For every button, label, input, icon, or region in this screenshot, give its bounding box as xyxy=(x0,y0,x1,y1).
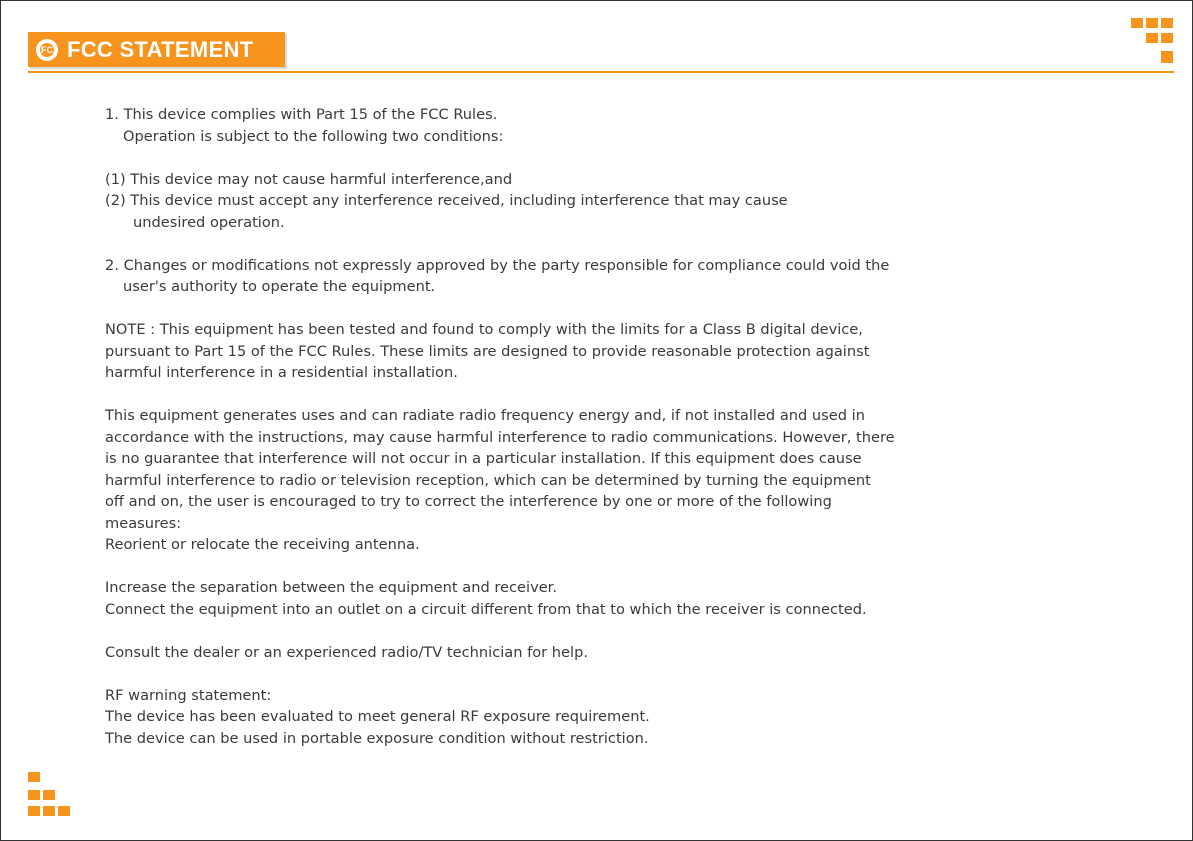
fcc-statement-body xyxy=(105,104,925,749)
statement-line: 1. This device complies with Part 15 of the FCC Rules. xyxy=(105,106,498,123)
statement-line: (1) This device may not cause harmful interference,and xyxy=(105,170,513,188)
paragraph-line: This equipment generates uses and can radiate radio frequency energy and, if not installed and used in xyxy=(105,407,865,424)
fcc-logo-icon: FC xyxy=(36,39,58,61)
statement-line: (2) This device must accept any interference received, including interference that may cause xyxy=(105,192,788,209)
statement-line: Operation is subject to the following two conditions: xyxy=(123,127,504,145)
title-divider xyxy=(28,71,1174,73)
statement-line: 2. Changes or modifications not expressly approved by the party responsible for compliance could void the xyxy=(105,256,890,274)
note-line: harmful interference in a residential installation. xyxy=(105,364,458,381)
rf-warning-line: The device has been evaluated to meet general RF exposure requirement. xyxy=(105,708,650,725)
measure-line: Increase the separation between the equipment and receiver. xyxy=(105,579,557,596)
measure-line: Consult the dealer or an experienced radio/TV technician for help. xyxy=(105,643,588,661)
paragraph-line: accordance with the instructions, may cause harmful interference to radio communications. However, there xyxy=(105,428,895,446)
paragraph-line: off and on, the user is encouraged to try to correct the interference by one or more of the following xyxy=(105,493,832,510)
measure-line: Reorient or relocate the receiving antenna. xyxy=(105,536,420,553)
measure-line: Connect the equipment into an outlet on a circuit different from that to which the receiver is connected. xyxy=(105,600,867,618)
paragraph-line: harmful interference to radio or television reception, which can be determined by turning the equipment xyxy=(105,471,871,489)
rf-warning-title: RF warning statement: xyxy=(105,686,272,704)
page-title-bar xyxy=(28,32,285,67)
rf-warning-line: The device can be used in portable exposure condition without restriction. xyxy=(105,729,649,747)
paragraph-line: is no guarantee that interference will not occur in a particular installation. If this equipment does cause xyxy=(105,450,862,467)
paragraph-line: measures: xyxy=(105,514,182,532)
statement-line: user's authority to operate the equipment. xyxy=(123,278,436,295)
page-title: FCC STATEMENT xyxy=(67,36,254,62)
note-line: NOTE : This equipment has been tested and found to comply with the limits for a Class B digital device, xyxy=(105,321,863,338)
statement-line: undesired operation. xyxy=(133,213,285,231)
note-line: pursuant to Part 15 of the FCC Rules. These limits are designed to provide reasonable protection against xyxy=(105,342,870,360)
